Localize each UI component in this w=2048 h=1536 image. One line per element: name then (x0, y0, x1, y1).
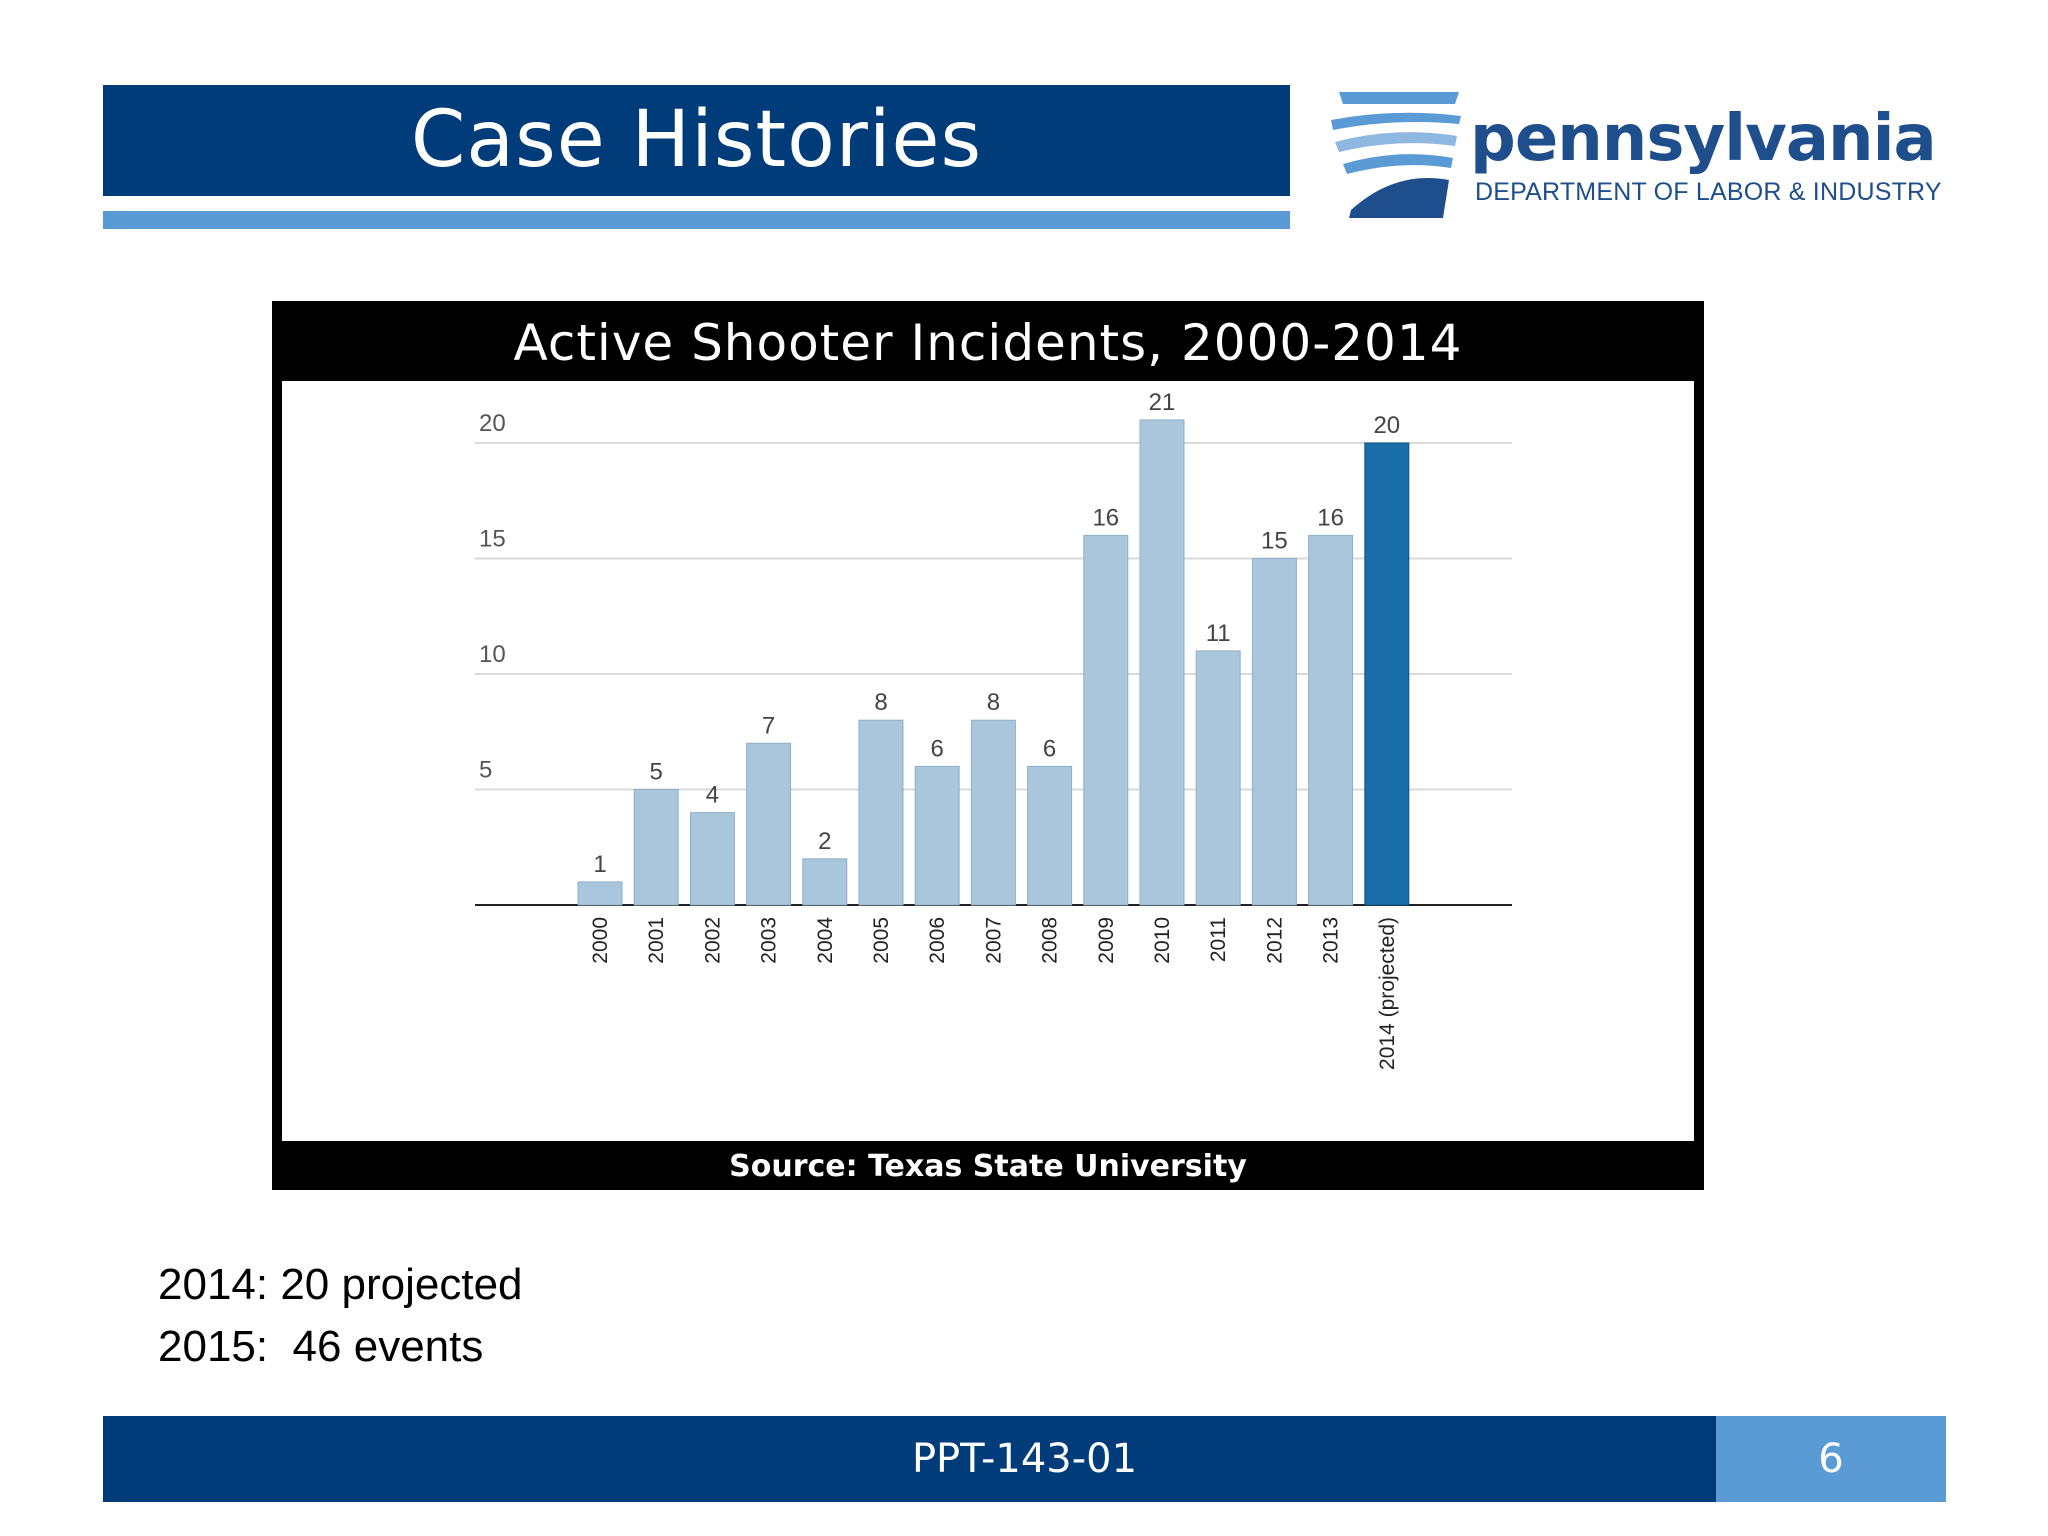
x-tick-label: 2008 (1038, 917, 1062, 964)
data-label: 15 (1261, 527, 1288, 555)
logo-name: pennsylvania (1470, 102, 1936, 176)
page-number: 6 (1716, 1416, 1946, 1502)
y-tick-label: 20 (479, 410, 506, 437)
y-tick-label: 10 (479, 641, 506, 668)
data-label: 4 (705, 781, 720, 809)
chart-title: Active Shooter Incidents, 2000-2014 (513, 314, 1463, 372)
data-label: 8 (986, 689, 1001, 717)
x-tick-label: 2010 (1151, 917, 1174, 964)
bar (803, 859, 847, 905)
bar (1252, 559, 1296, 906)
bar (1309, 535, 1353, 905)
data-label: 7 (761, 712, 776, 740)
bar (1084, 535, 1128, 905)
data-label: 21 (1148, 388, 1176, 416)
x-tick-label: 2013 (1319, 917, 1343, 964)
x-tick-label: 2007 (982, 917, 1006, 964)
data-label: 6 (1042, 735, 1057, 763)
x-tick-label: 2012 (1263, 917, 1287, 964)
data-label: 1 (593, 850, 607, 878)
logo-department: DEPARTMENT OF LABOR & INDUSTRY (1475, 178, 1942, 206)
x-tick-label: 2009 (1094, 917, 1118, 964)
chart-source: Source: Texas State University (729, 1149, 1247, 1184)
data-label: 8 (874, 689, 888, 717)
title-stripe (103, 211, 1290, 229)
x-tick-label: 2002 (701, 917, 725, 964)
data-label: 11 (1205, 619, 1231, 647)
bar (859, 720, 903, 905)
slide-title: Case Histories (410, 95, 983, 185)
x-tick-label: 2003 (757, 917, 781, 964)
x-tick-label: 2004 (813, 917, 837, 964)
chart-area (282, 381, 1694, 1141)
bar (971, 720, 1015, 905)
data-label: 20 (1373, 412, 1401, 439)
bar (690, 813, 734, 905)
footer-code: PPT-143-01 (911, 1436, 1138, 1482)
data-label: 16 (1092, 504, 1120, 532)
data-label: 16 (1317, 504, 1344, 532)
bar (634, 790, 678, 906)
data-label: 2 (818, 827, 832, 855)
x-tick-label: 2001 (645, 917, 669, 964)
pa-labor-logo (1325, 90, 1965, 220)
y-tick-label: 5 (479, 756, 493, 784)
data-label: 5 (649, 758, 663, 786)
bar (1028, 766, 1072, 905)
bar (578, 882, 622, 905)
data-label: 6 (930, 735, 944, 763)
chart-frame (272, 301, 1704, 1190)
x-tick-label: 2006 (926, 917, 950, 964)
bar (1365, 443, 1409, 905)
keystone-icon (1325, 90, 1475, 220)
y-tick-label: 15 (479, 525, 506, 553)
bar (747, 743, 791, 905)
bar (1196, 651, 1240, 905)
x-tick-label: 2005 (870, 917, 893, 964)
x-tick-label: 2011 (1207, 917, 1231, 963)
bar (915, 766, 959, 905)
note-2014: 2014: 20 projected (158, 1260, 523, 1309)
bar-chart (282, 381, 1694, 1141)
note-2015: 2015: 46 events (158, 1322, 484, 1371)
x-tick-label: 2014 (projected) (1375, 917, 1399, 1070)
bar (1140, 420, 1184, 905)
x-tick-label: 2000 (589, 917, 612, 964)
